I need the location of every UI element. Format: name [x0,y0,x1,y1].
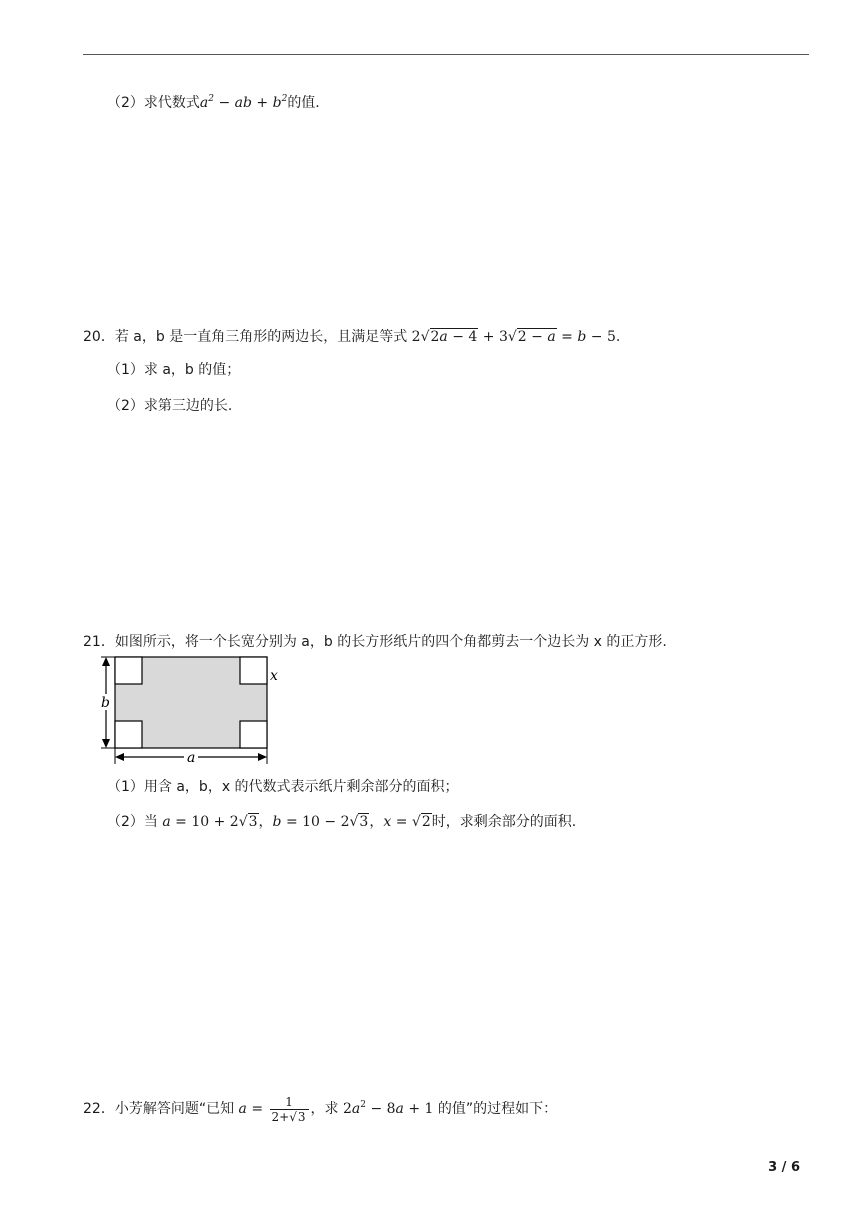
fraction: $\frac{1}{2+√3}$ [270,1095,309,1124]
corner-square [115,657,142,684]
label-a: a [187,750,196,766]
label-b: b [101,695,110,711]
q20-part2: （2）求第三边的长. [107,398,233,414]
corner-square [240,657,267,684]
header-rule [83,54,809,55]
equation: 2√2a − 4 + 3√2 − a = b − 5 [411,329,616,345]
q21-statement: 21．如图所示，将一个长宽分别为 a，b 的长方形纸片的四个角都剪去一个边长为 x 的正方形. [83,634,667,650]
label-x: x [270,668,278,684]
q19-part2: （2）求代数式$a^2$ − ab + $b^2$的值. [107,94,320,111]
expression-a2-ab-b2: $a^2$ − ab + $b^2$ [199,94,288,111]
q20-part1: （1）求 a，b 的值； [107,362,241,378]
q21-part1: （1）用含 a，b，x 的代数式表示纸片剩余部分的面积； [107,779,459,795]
corner-square [115,721,142,748]
page-number: 3 / 6 [768,1160,800,1175]
q22-statement: 22．小芳解答问题“已知 a = $\frac{1}{2+√3}$ ，求 $2a^2 - 8a + 1$ 的值”的过程如下： [83,1094,558,1124]
rectangle-figure [96,654,286,766]
q21-part2: （2）当 a = 10 + 2√3，b = 10 − 2√3，x = √2时，求剩余部分的面积. [107,814,577,830]
q20-statement: 20．若 a，b 是一直角三角形的两边长，且满足等式 2√2a − 4 + 3√2 − a = b − 5. [83,329,621,345]
corner-square [240,721,267,748]
